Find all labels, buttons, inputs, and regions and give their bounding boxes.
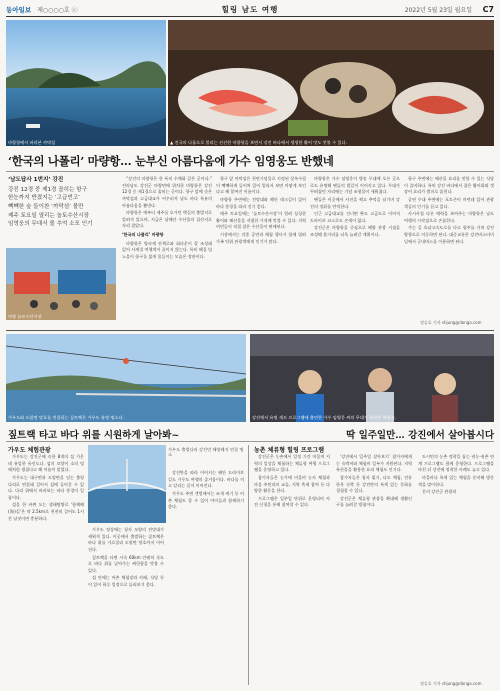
- paragraph: 매주 토요일에는 ‘놀토수산시장’이 열려 싱싱한 활어와 해산물을 저렴한 가격에 맛볼 수 있다. 지역 어민들이 직접 잡은 수산물이 판매된다.: [216, 211, 306, 230]
- market-caption: 마량 놀토수산시장: [8, 314, 42, 319]
- paragraph: 팬들은 이곳에서 사진을 찍고 추억을 남기며 강진의 정취를 만끽한다.: [310, 196, 400, 209]
- stay-column-3: [418, 454, 494, 674]
- zipline-photo: [6, 334, 246, 422]
- paragraph: 항구 주변에는 해산물 요리를 맛볼 수 있는 식당이 즐비하다. 특히 강진 바다에서 잡은 활어회와 갯장어 요리가 별미로 꼽힌다.: [404, 176, 494, 195]
- paragraph: 마량항은 가수 임영웅이 방송 무대에 오른 곳으로도 유명해 팬들의 발길이 이어지고 있다. 무대가 꾸려졌던 자리에는 기념 조형물이 세워졌다.: [310, 176, 400, 195]
- section-divider: [6, 330, 494, 331]
- gaudo-column-3: [168, 470, 244, 682]
- deck-line-2: 강진 12경 중 제1경 꼽히는 항구: [8, 186, 88, 193]
- bottom-column-divider: [248, 445, 249, 685]
- paragraph: 사시사철 다른 매력을 보여주는 마량항은 남도 여행의 시작점으로 손꼽힌다.: [404, 211, 494, 223]
- top-byline: 정승호 기자 shjung@donga.com: [420, 320, 482, 325]
- zipline-caption: 가우도와 도암면 망호를 연결하는 짚트랙은 가우도 유명 명소다.: [8, 415, 124, 420]
- stay-headline: 딱 일주일만… 강진에서 살아봅시다: [346, 430, 494, 441]
- paragraph: 짚트랙을 타면 시속 60km 안팎의 속도로 바다 위를 날아가는 짜릿함을 맛볼 수 있다.: [88, 554, 164, 573]
- market-illustration: [6, 248, 116, 320]
- gaudo-section-title: 가우도 체험관광: [8, 447, 51, 454]
- bridge-illustration: [88, 445, 166, 523]
- left-photo-caption: 마량항에서 바라본 까막섬: [8, 140, 56, 145]
- paragraph: 가우도는 대구면과 도암면을 잇는 출렁다리로 연결돼 걸어서 섬에 들어갈 수 있다. 다리 위에서 바라보는 바다 풍경이 일품이다.: [8, 474, 84, 500]
- newspaper-logo: 동아일보: [6, 6, 32, 14]
- bridge-photo: [88, 445, 166, 523]
- paragraph: 마량항은 예부터 제주를 오가던 뱃길의 출발지로 알려져 있으며, 지금은 남해안 수산물의 집산지로 자리 잡았다.: [122, 210, 212, 229]
- article-column-1: [122, 176, 212, 326]
- paragraph: 인근 고금대교를 건너면 완도 고금도로 이어져 드라이브 코스로도 손색이 없다.: [310, 211, 400, 223]
- article-column-2: [216, 176, 306, 326]
- article-column-4: [404, 176, 494, 318]
- subheading: ‘한국의 나폴리’ 마량항: [122, 232, 164, 237]
- bottom-byline: 정승호 기자 shjung@donga.com: [420, 681, 482, 686]
- bottom-headline-rule: [6, 441, 494, 442]
- section-title: 힐링 남도 여행: [221, 5, 279, 14]
- rural-stay-section-title: 농촌 체류형 힐링 프로그램: [254, 447, 325, 454]
- seascape-illustration: [6, 20, 166, 146]
- seafood-illustration: [168, 20, 494, 146]
- paragraph: 공연 무대 주변에는 포토존이 마련돼 있어 관광객들의 인기를 끌고 있다.: [404, 196, 494, 209]
- issue-number: 제○○○○호 ⓒ: [37, 7, 78, 14]
- deck-line-3: 한눈까지 반겼지는 ‘고급빈고’: [8, 195, 80, 202]
- paragraph: 가우도 주변 갯벌에서는 조개 캐기 등 어촌 체험도 할 수 있어 아이들과 함께하기 좋다.: [168, 490, 244, 510]
- paragraph: 마을마다 특색 있는 체험을 준비해 방문객을 맞이한다.: [418, 474, 494, 487]
- paragraph: 시장에서는 각종 공연과 체험 행사가 함께 열려 가족 단위 관광객에게 인기가 많다.: [216, 232, 306, 244]
- paragraph: 참가자들은 농가에 머물며 농사 체험과 마을 주민과의 교류, 지역 축제 참여 등 다양한 활동을 한다.: [254, 474, 330, 494]
- paragraph: 문의 강진군 관광과: [422, 489, 457, 495]
- main-headline: ‘한국의 나폴리’ 마량항… 눈부신 아름다움에 가수 임영웅도 반했네: [8, 154, 334, 168]
- paragraph: 강진만을 따라 이어지는 해안 드라이브 길도 가우도 여행의 즐거움이다. 바다를 끼고 달리는 길이 이어진다.: [168, 470, 244, 489]
- issue-date: 2022년 5월 23일 월요일: [404, 7, 472, 14]
- paragraph: 가우도 정상에는 청자 모양의 전망대가 세워져 있다. 이곳에서 출발하는 짚트랙은 바다 위를 가로질러 도암면 망호까지 이어진다.: [88, 527, 164, 552]
- paragraph: 강진군은 농촌에서 일정 기간 머물며 지역의 일상을 체험하는 체류형 여행 프로그램을 운영하고 있다.: [254, 454, 330, 473]
- paragraph: ‘강진에서 일주일 살아보기’ 참가자에게는 숙박비와 체험비 일부가 지원된다. 지역 특산물을 활용한 요리 체험도 인기다.: [336, 454, 412, 473]
- paragraph: 마량항 주변에는 전망대와 해안 데크길이 있어 바다 풍경을 따라 걷기 좋다.: [216, 196, 306, 209]
- gaudo-column-1: [8, 454, 84, 682]
- paragraph: 섬 안에는 어촌 체험장과 카페, 식당 등이 있어 하루 일정으로 둘러보기 좋다.: [88, 575, 164, 587]
- deck-line-6: 임영웅의 무대서 볼 추억 소포 인기: [8, 221, 93, 228]
- article-column-3: [310, 176, 400, 326]
- zipline-illustration: [6, 334, 246, 422]
- paragraph: 항구 앞 까막섬은 천연기념물로 지정된 상록수림이 빽빽하게 들어차 있어 멀리서 보면 까맣게 보인다고 해 붙여진 이름이다.: [216, 176, 306, 195]
- paragraph: 강진군은 체류형 관광을 확대해 생활인구를 늘려갈 방침이다.: [336, 495, 412, 508]
- deck-line-1: ‘남도답사 1번지’ 강진: [8, 177, 64, 183]
- studio-illustration: [250, 334, 494, 422]
- seafood-market-photo: [168, 20, 494, 146]
- bridge-caption: 가우도 출렁다리 강진만 해양레저 연결 명소: [168, 447, 244, 458]
- headline-rule: [6, 171, 494, 172]
- stay-column-1: [254, 454, 330, 682]
- paragraph: 참가자들은 청자 빚기, 다도 체험, 전통 한옥 숙박 등 강진만의 특색 있는 문화를 경험할 수 있다.: [336, 474, 412, 494]
- masthead: [6, 3, 494, 17]
- paragraph: 프로그램은 일주일 단위로 운영되며 사전 신청을 통해 참여할 수 있다.: [254, 495, 330, 508]
- market-photo: [6, 248, 116, 320]
- studio-caption: 강진에서 유명 셰프 프로그램에 출연한 가수 임영웅 씨의 무대가 재현된 체험관.: [252, 415, 397, 420]
- deck-summary: [8, 176, 118, 229]
- paragraph: 섬을 한 바퀴 도는 생태탐방로 ‘함께해(海)길’은 약 2.5km로 천천히 걸어도 1시간 남짓이면 충분하다.: [8, 502, 84, 521]
- maryang-island-photo: [6, 20, 166, 146]
- paragraph: 도시민의 농촌 정착을 돕는 귀농·귀촌 연계 프로그램도 함께 운영한다. 프로그램을 마친 뒤 강진에 정착한 사례도 늘고 있다.: [418, 454, 494, 473]
- stay-column-2: [336, 454, 412, 682]
- paragraph: 강진군은 마량항을 중심으로 해양 관광 거점을 조성해 볼거리를 더욱 늘려갈 계획이다.: [310, 225, 400, 237]
- paragraph: 마량항은 방파제 산책로와 회타운이 잘 조성돼 있어 사계절 여행객이 끊이지 않는다. 특히 해질 녘 노을이 항구를 붉게 물들이는 모습은 장관이다.: [122, 240, 212, 259]
- page-number: C7: [482, 5, 494, 14]
- paragraph: 가는 길 호남고속도로를 타고 광주를 거쳐 강진 방향으로 이동하면 된다. 대중교통은 강진버스터미널에서 군내버스를 이용하면 된다.: [404, 225, 494, 244]
- paragraph: 가우도는 강진군에 속한 8개의 섬 가운데 유일한 유인도다. 섬의 모양이 소의 멍에처럼 생겼다고 해 이름이 붙었다.: [8, 454, 84, 473]
- gaudo-column-2: [88, 527, 164, 682]
- zipline-headline: 짚트랙 타고 바다 위를 시원하게 날아봐~: [8, 430, 180, 441]
- deck-line-5: 제주 토요일 열리는 놀토수산시장: [8, 212, 89, 219]
- right-photo-caption: ▲ 전국의 나룹으로 불리는 선선한 마량항을 보면서 강진 바다에서 생생한 활어 맛도 맛볼 수 있다.: [170, 140, 347, 145]
- paragraph: “강진의 마량항은 한 폭의 수채화 같은 곳이다.” 전라남도 강진군 마량면에 위치한 마량항은 강진 12경 중 제1경으로 꼽히는 곳이다. 항구 앞에 솟은 까막섬과 고금대교가 어우러져 남도 바다 특유의 아름다움을 뽐낸다.: [122, 176, 212, 208]
- deck-line-4: 빽빽한 숲 들이찬 ‘까막섬’ 볼만: [8, 203, 84, 210]
- studio-photo: [250, 334, 494, 422]
